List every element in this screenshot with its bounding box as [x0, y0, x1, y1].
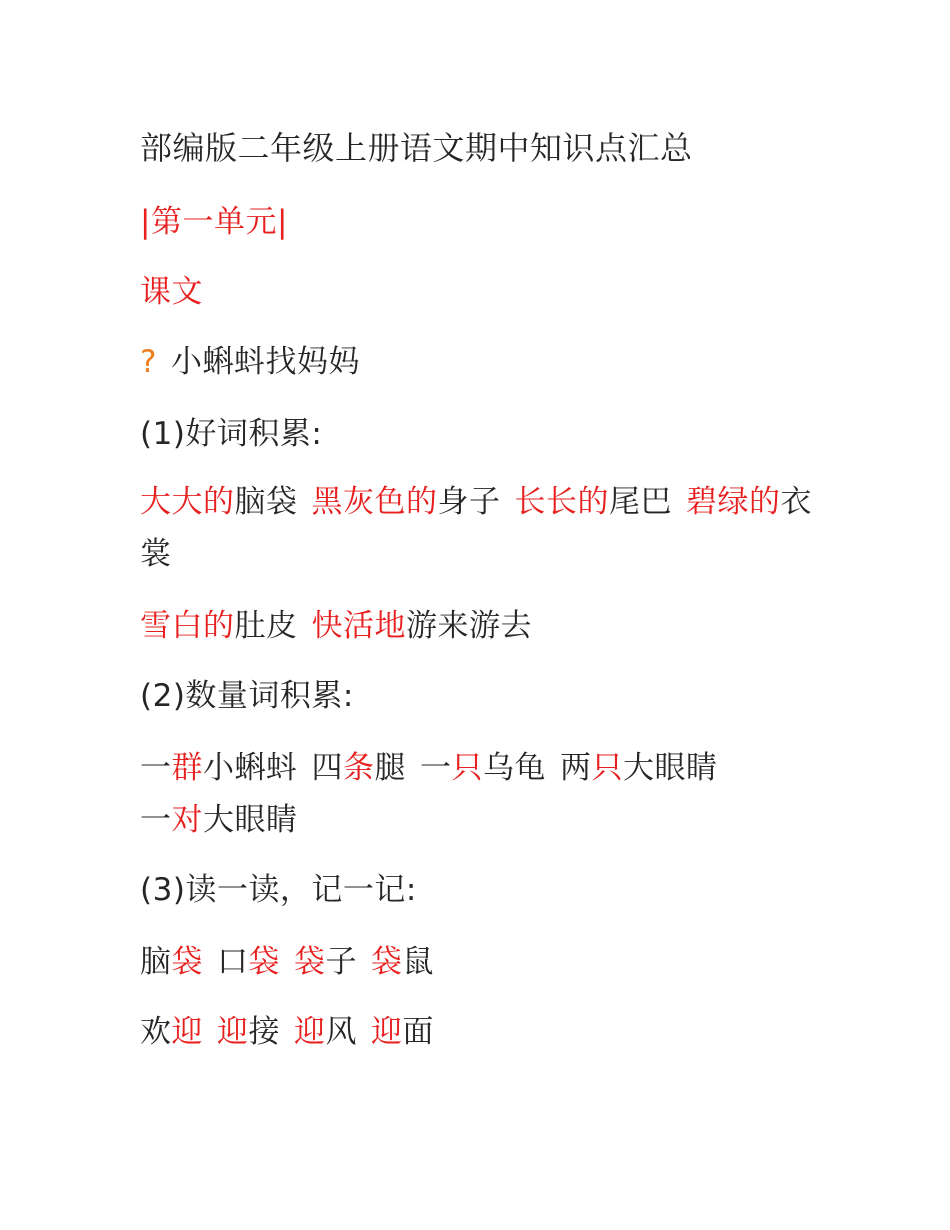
lesson-name: 小蝌蚪找妈妈: [170, 344, 360, 380]
part3-heading: (3)读一读，记一记:: [140, 872, 417, 908]
part1-heading: (1)好词积累:: [140, 416, 323, 452]
unit-heading: |第一单元|: [140, 204, 288, 240]
word: 袋鼠: [371, 944, 434, 980]
word-family-row-dai: [140, 936, 830, 988]
part2-heading: (2)数量词积累:: [140, 678, 354, 714]
phrase: 一群小蝌蚪: [140, 750, 298, 786]
word: 迎风: [294, 1014, 357, 1050]
phrase: 大大的脑袋: [140, 484, 298, 520]
phrase: 一只乌龟: [420, 750, 546, 786]
word: 迎面: [371, 1014, 434, 1050]
word: 袋子: [294, 944, 357, 980]
phrase: 一对大眼睛: [140, 802, 298, 838]
phrase: 黑灰色的身子: [311, 484, 501, 520]
lesson-title: [140, 336, 830, 388]
word: 脑袋: [140, 944, 203, 980]
phrase: 雪白的肚皮: [140, 608, 298, 644]
word: 欢迎: [140, 1014, 203, 1050]
measure-words-row: [140, 742, 830, 846]
phrase: 四条腿: [311, 750, 406, 786]
word: 口袋: [217, 944, 280, 980]
word: 迎接: [217, 1014, 280, 1050]
bullet-marker: ?: [140, 344, 157, 380]
phrase: 快活地游来游去: [311, 608, 532, 644]
word-family-row-ying: [140, 1006, 830, 1058]
good-words-row-2: [140, 600, 830, 652]
phrase: 两只大眼睛: [560, 750, 718, 786]
phrase: 碧绿的衣裳: [140, 484, 812, 572]
phrase: 长长的尾巴: [514, 484, 672, 520]
document-title: 部编版二年级上册语文期中知识点汇总: [140, 129, 693, 167]
good-words-row: [140, 476, 830, 580]
section-heading: 课文: [140, 274, 203, 310]
